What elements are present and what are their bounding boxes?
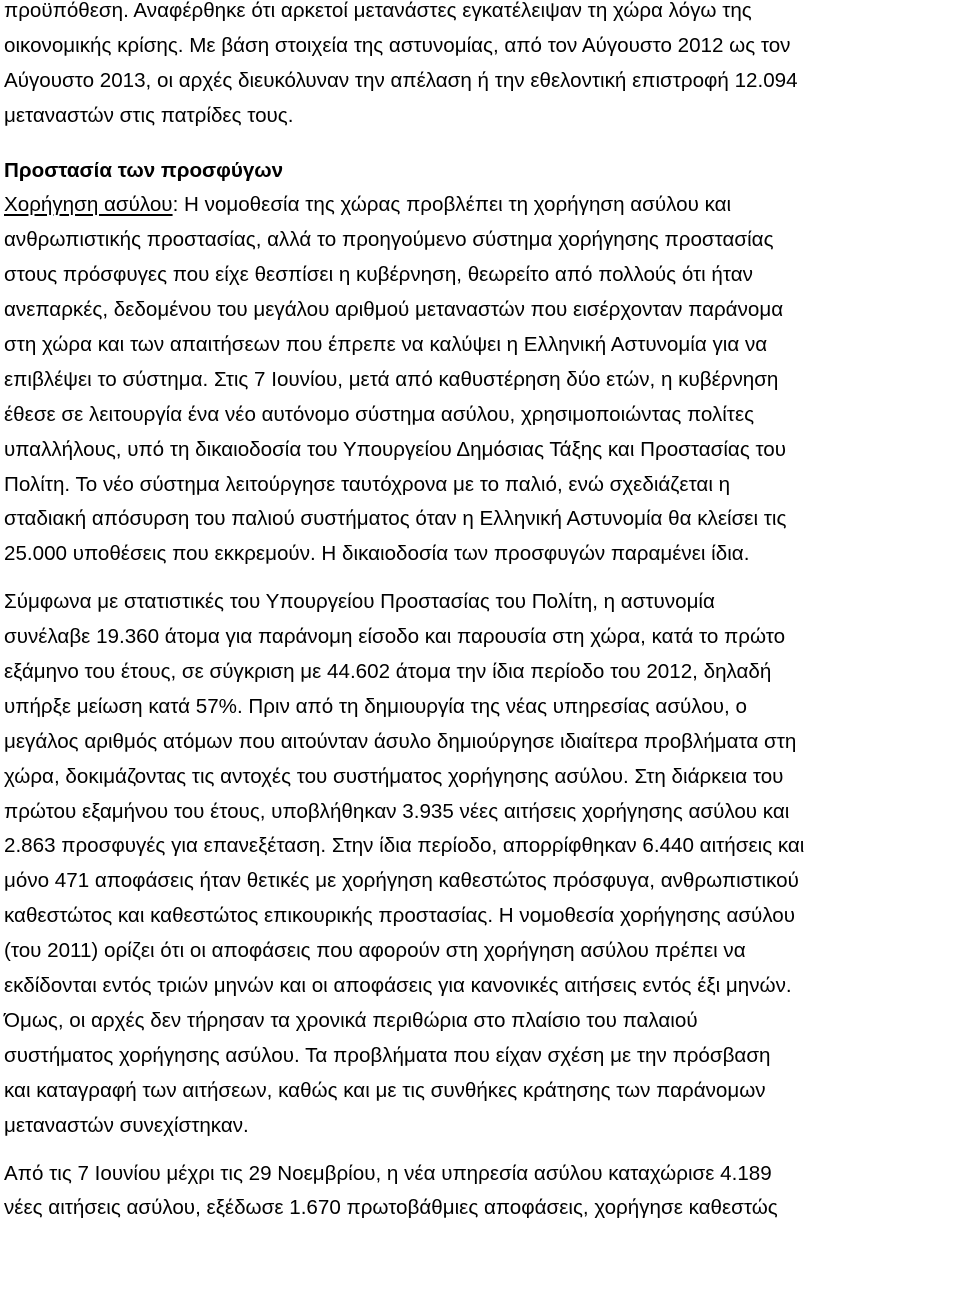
text-line: ανθρωπιστικής προστασίας, αλλά το προηγούμενο σύστημα χορήγησης προστασίας bbox=[4, 228, 774, 252]
text-fragment: : Η νομοθεσία της χώρας προβλέπει τη χορήγηση ασύλου και bbox=[172, 193, 732, 217]
text-line: έθεσε σε λειτουργία ένα νέο αυτόνομο σύστημα ασύλου, χρησιμοποιώντας πολίτες bbox=[4, 402, 755, 426]
text-line: εκδίδονται εντός τριών μηνών και οι αποφάσεις για κανονικές αιτήσεις εντός έξι μηνών. bbox=[4, 974, 792, 998]
text-line: υπαλλήλους, υπό τη δικαιοδοσία του Υπουργείου Δημόσιας Τάξης και Προστασίας του bbox=[4, 437, 787, 461]
text-line: χώρα, δοκιμάζοντας τις αντοχές του συστήματος χορήγησης ασύλου. Στη διάρκεια του bbox=[4, 764, 784, 788]
asylum-paragraph bbox=[4, 188, 956, 572]
text-line: συστήματος χορήγησης ασύλου. Τα προβλήματα που είχαν σχέση με την πρόσβαση bbox=[4, 1043, 771, 1067]
statistics-paragraph bbox=[4, 585, 956, 1143]
text-line: πρώτου εξαμήνου του έτους, υποβλήθηκαν 3.935 νέες αιτήσεις χορήγησης ασύλου και bbox=[4, 799, 790, 823]
document-page bbox=[4, 0, 956, 1226]
text-line: προϋπόθεση. Αναφέρθηκε ότι αρκετοί μετανάστες εγκατέλειψαν τη χώρα λόγω της bbox=[4, 0, 752, 22]
text-line: ανεπαρκές, δεδομένου του μεγάλου αριθμού μεταναστών που εισέρχονταν παράνομα bbox=[4, 298, 784, 322]
text-line: Αύγουστο 2013, οι αρχές διευκόλυναν την απέλαση ή την εθελοντική επιστροφή 12.094 bbox=[4, 68, 798, 92]
text-line: μεταναστών συνεχίστηκαν. bbox=[4, 1113, 249, 1137]
text-line: οικονομικής κρίσης. Με βάση στοιχεία της αστυνομίας, από τον Αύγουστο 2012 ως τον bbox=[4, 33, 791, 57]
text-line: Όμως, οι αρχές δεν τήρησαν τα χρονικά περιθώρια στο πλαίσιο του παλαιού bbox=[4, 1008, 698, 1032]
text-line: σταδιακή απόσυρση του παλιού συστήματος όταν η Ελληνική Αστυνομία θα κλείσει τις bbox=[4, 507, 787, 531]
text-line: μεταναστών στις πατρίδες τους. bbox=[4, 103, 294, 127]
text-line: μεγάλος αριθμός ατόμων που αιτούνταν άσυλο δημιούργησε ιδιαίτερα προβλήματα στη bbox=[4, 729, 797, 753]
text-line: (του 2011) ορίζει ότι οι αποφάσεις που αφορούν στη χορήγηση ασύλου πρέπει να bbox=[4, 939, 746, 963]
text-line: μόνο 471 αποφάσεις ήταν θετικές με χορήγηση καθεστώτος πρόσφυγα, ανθρωπιστικού bbox=[4, 869, 799, 893]
text-line: εξάμηνο του έτους, σε σύγκριση με 44.602 άτομα την ίδια περίοδο του 2012, δηλαδή bbox=[4, 660, 772, 684]
text-line: 2.863 προσφυγές για επανεξέταση. Στην ίδια περίοδο, απορρίφθηκαν 6.440 αιτήσεις και bbox=[4, 834, 805, 858]
text-line bbox=[4, 188, 956, 223]
text-line: επιβλέψει το σύστημα. Στις 7 Ιουνίου, μετά από καθυστέρηση δύο ετών, η κυβέρνηση bbox=[4, 367, 779, 391]
text-line: Σύμφωνα με στατιστικές του Υπουργείου Προστασίας του Πολίτη, η αστυνομία bbox=[4, 590, 715, 614]
new-service-paragraph bbox=[4, 1157, 956, 1227]
sub-label: Χορήγηση ασύλου bbox=[4, 193, 173, 217]
text-line: 25.000 υποθέσεις που εκκρεμούν. Η δικαιοδοσία των προσφυγών παραμένει ίδια. bbox=[4, 542, 750, 566]
text-line: στη χώρα και των απαιτήσεων που έπρεπε να καλύψει η Ελληνική Αστυνομία για να bbox=[4, 333, 768, 357]
text-line: συνέλαβε 19.360 άτομα για παράνομη είσοδο και παρουσία στη χώρα, κατά το πρώτο bbox=[4, 625, 786, 649]
text-line: Πολίτη. Το νέο σύστημα λειτούργησε ταυτόχρονα με το παλιό, ενώ σχεδιάζεται η bbox=[4, 472, 731, 496]
text-line: καθεστώτος και καθεστώτος επικουρικής προστασίας. Η νομοθεσία χορήγησης ασύλου bbox=[4, 904, 796, 928]
text-line: νέες αιτήσεις ασύλου, εξέδωσε 1.670 πρωτοβάθμιες αποφάσεις, χορήγησε καθεστώς bbox=[4, 1196, 778, 1220]
section-heading: Προστασία των προσφύγων bbox=[4, 158, 284, 182]
intro-paragraph bbox=[4, 0, 956, 134]
text-line: στους πρόσφυγες που είχε θεσπίσει η κυβέρνηση, θεωρείτο από πολλούς ότι ήταν bbox=[4, 263, 753, 287]
text-line: υπήρξε μείωση κατά 57%. Πριν από τη δημιουργία της νέας υπηρεσίας ασύλου, ο bbox=[4, 694, 747, 718]
text-line: Από τις 7 Ιουνίου μέχρι τις 29 Νοεμβρίου, η νέα υπηρεσία ασύλου καταχώρισε 4.189 bbox=[4, 1161, 772, 1185]
text-line: και καταγραφή των αιτήσεων, καθώς και με τις συνθήκες κράτησης των παράνομων bbox=[4, 1078, 766, 1102]
